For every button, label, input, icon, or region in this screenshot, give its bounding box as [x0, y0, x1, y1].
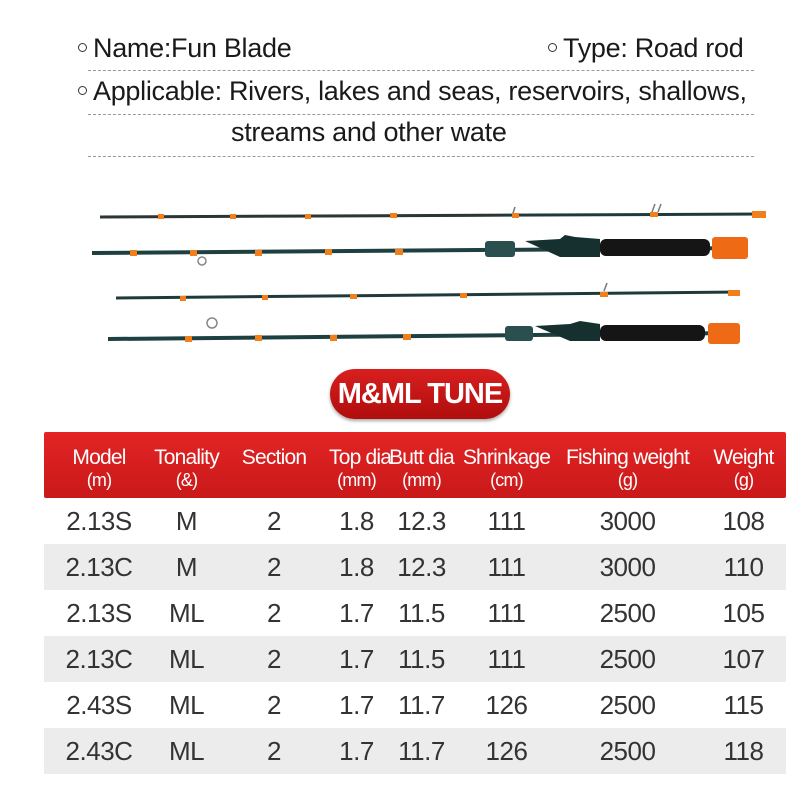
cell-weight: 107: [722, 643, 765, 674]
header-tonality: Tonality (&): [154, 446, 219, 490]
cell-model: 2.43S: [66, 689, 132, 720]
header-butt-dia: Butt dia (mm): [389, 446, 454, 490]
cell-fishing-weight: 2500: [599, 597, 656, 628]
cell-shrinkage: 111: [487, 643, 526, 674]
cell-tonality: ML: [168, 643, 205, 674]
cell-shrinkage: 126: [485, 689, 528, 720]
cell-butt-dia: 11.7: [398, 735, 445, 766]
cell-tonality: ML: [168, 689, 205, 720]
bullet-icon: [78, 86, 87, 95]
cell-fishing-weight: 3000: [599, 505, 656, 536]
rod-butt-section-2: [108, 318, 740, 344]
cell-top-dia: 1.7: [339, 597, 374, 628]
fishing-rods-image: [0, 195, 800, 355]
cell-top-dia: 1.8: [339, 551, 374, 582]
cell-section: 2: [267, 643, 281, 674]
header-top-dia: Top dia (mm): [329, 446, 392, 490]
cell-section: 2: [267, 551, 281, 582]
table-row: [44, 590, 786, 636]
cell-section: 2: [267, 735, 281, 766]
rod-tip-section-2: [116, 283, 740, 301]
type-text: Type: Road rod: [563, 33, 744, 63]
cell-fishing-weight: 3000: [599, 551, 656, 582]
cell-weight: 108: [722, 505, 765, 536]
name-info: [78, 33, 291, 64]
cell-weight: 115: [723, 689, 764, 720]
table-row: [44, 682, 786, 728]
cell-weight: 118: [723, 735, 764, 766]
cell-top-dia: 1.7: [339, 735, 374, 766]
name-text: Name:Fun Blade: [93, 33, 292, 63]
applicable-text-line1: Applicable: Rivers, lakes and seas, reservoirs, shallows,: [93, 76, 747, 106]
cell-section: 2: [267, 689, 281, 720]
cell-model: 2.13C: [65, 551, 133, 582]
cell-shrinkage: 111: [487, 597, 526, 628]
cell-shrinkage: 126: [485, 735, 528, 766]
cell-butt-dia: 11.5: [398, 643, 445, 674]
rod-tip-section-1: [100, 204, 766, 219]
table-row: [44, 636, 786, 682]
tune-badge: M&ML TUNE: [330, 369, 510, 419]
cell-butt-dia: 12.3: [397, 551, 446, 582]
cell-top-dia: 1.7: [339, 643, 374, 674]
type-info: [548, 33, 743, 64]
divider: [88, 114, 754, 115]
cell-fishing-weight: 2500: [599, 689, 656, 720]
bullet-icon: [548, 43, 557, 52]
cell-tonality: ML: [168, 597, 205, 628]
table-row: [44, 544, 786, 590]
cell-shrinkage: 111: [487, 551, 526, 582]
cell-section: 2: [267, 505, 281, 536]
table-row: [44, 728, 786, 774]
cell-section: 2: [267, 597, 281, 628]
cell-shrinkage: 111: [487, 505, 526, 536]
cell-model: 2.13S: [66, 597, 132, 628]
cell-model: 2.13C: [65, 643, 133, 674]
bullet-icon: [78, 43, 87, 52]
cell-weight: 105: [722, 597, 765, 628]
cell-fishing-weight: 2500: [599, 735, 656, 766]
spec-table: [44, 432, 786, 774]
cell-fishing-weight: 2500: [599, 643, 656, 674]
header-model: Model (m): [72, 446, 126, 490]
table-header: [44, 432, 786, 498]
cell-butt-dia: 11.7: [398, 689, 445, 720]
divider: [88, 156, 754, 157]
cell-butt-dia: 11.5: [398, 597, 445, 628]
table-row: [44, 498, 786, 544]
applicable-text-line2: streams and other wate: [231, 117, 507, 147]
header-weight: Weight (g): [713, 446, 774, 490]
header-fishing-weight: Fishing weight (g): [565, 446, 690, 490]
cell-model: 2.13S: [66, 505, 132, 536]
cell-tonality: M: [175, 505, 198, 536]
cell-top-dia: 1.7: [339, 689, 374, 720]
applicable-info: [78, 76, 747, 107]
rod-butt-section-1: [92, 235, 748, 265]
header-section: Section: [241, 446, 307, 469]
divider: [88, 70, 754, 71]
cell-tonality: ML: [168, 735, 205, 766]
header-shrinkage: Shrinkage (cm): [462, 446, 551, 490]
cell-model: 2.43C: [65, 735, 133, 766]
cell-top-dia: 1.8: [339, 505, 374, 536]
cell-butt-dia: 12.3: [397, 505, 446, 536]
applicable-info-continued: [231, 117, 507, 148]
cell-tonality: M: [175, 551, 198, 582]
cell-weight: 110: [723, 551, 764, 582]
